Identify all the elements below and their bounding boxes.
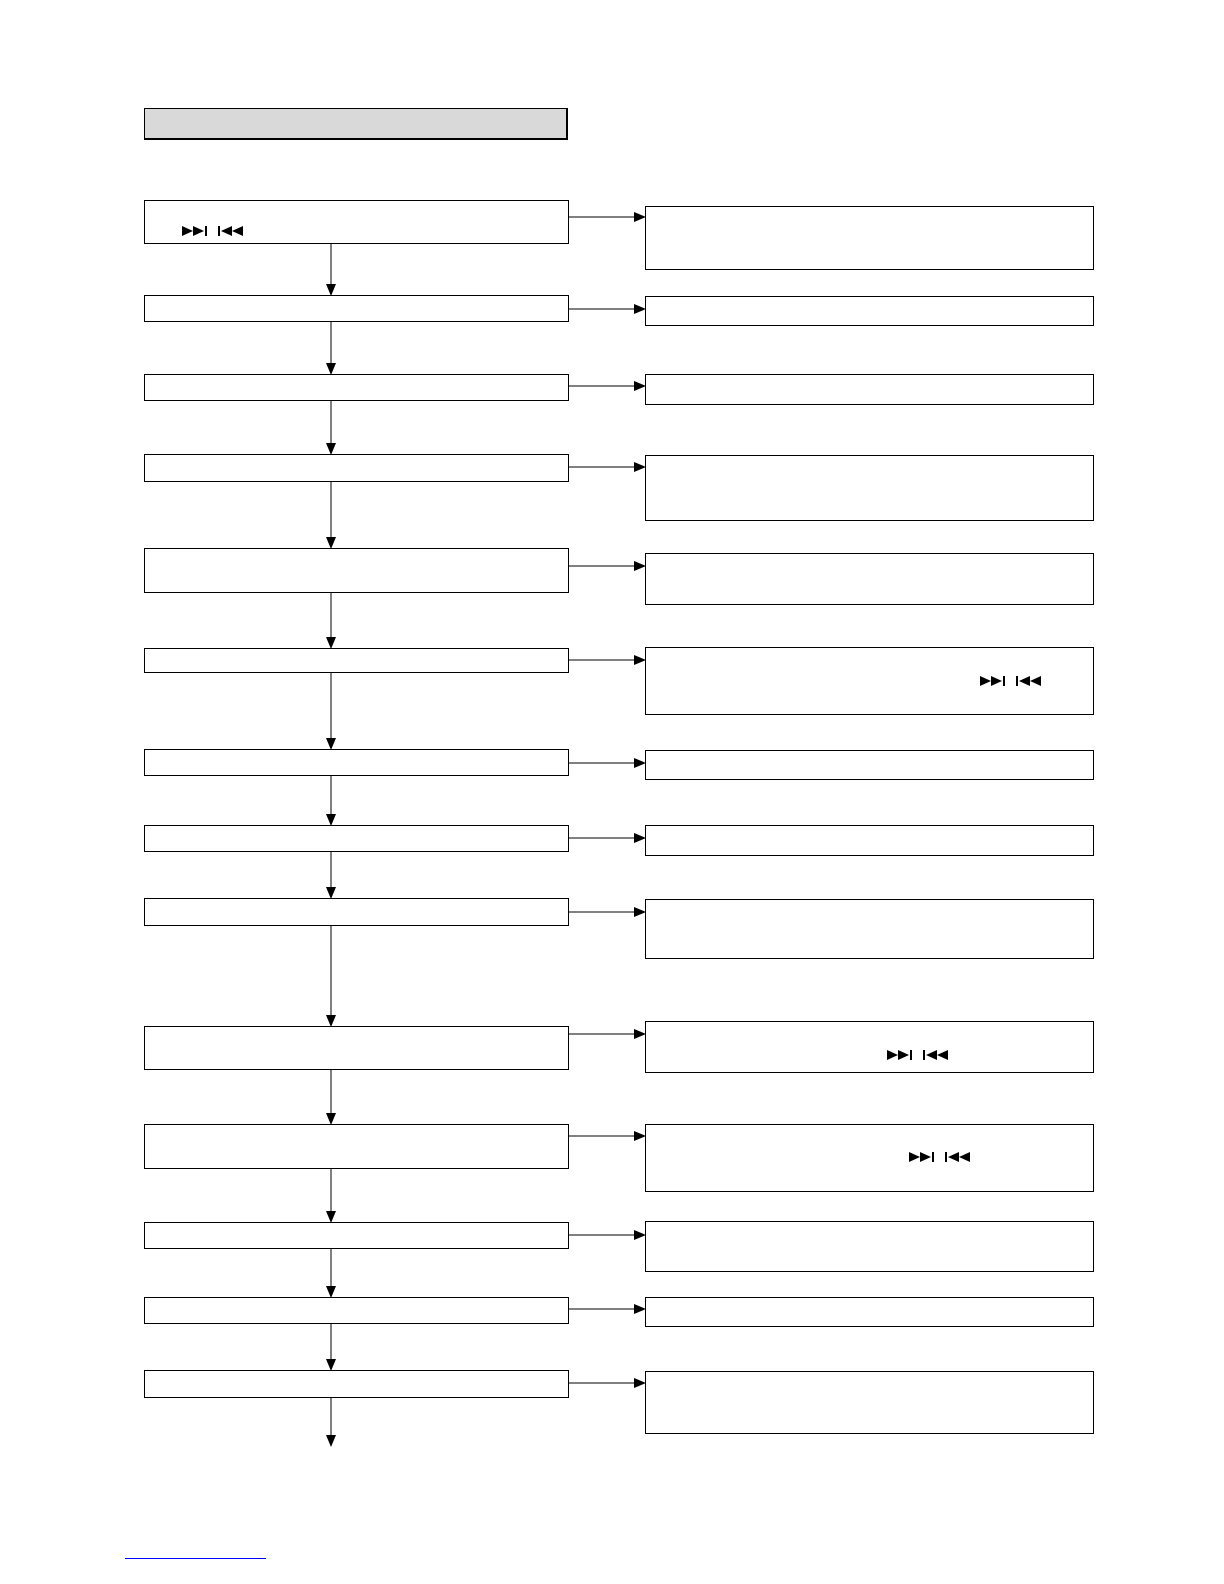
- result-box: [646, 554, 1094, 605]
- step-box: [145, 201, 569, 244]
- step-box: [145, 375, 569, 401]
- step-box: [145, 750, 569, 776]
- step-box: [145, 1298, 569, 1324]
- result-box: [646, 456, 1094, 521]
- result-box: [646, 900, 1094, 959]
- step-box: [145, 549, 569, 593]
- result-box: [646, 1372, 1094, 1434]
- step-box: [145, 296, 569, 322]
- result-box: [646, 751, 1094, 780]
- result-box: [646, 1125, 1094, 1192]
- step-box: [145, 826, 569, 852]
- footer-link-underline[interactable]: [125, 1558, 266, 1559]
- step-box: [145, 455, 569, 482]
- result-box: [646, 297, 1094, 326]
- result-box: [646, 826, 1094, 856]
- result-box: [646, 1022, 1094, 1073]
- result-box: [646, 375, 1094, 405]
- step-box: [145, 1223, 569, 1249]
- step-box: [145, 1125, 569, 1169]
- step-box: [145, 1371, 569, 1398]
- result-box: [646, 207, 1094, 270]
- result-box: [646, 1222, 1094, 1272]
- result-box: [646, 1298, 1094, 1327]
- step-box: [145, 899, 569, 926]
- step-box: [145, 649, 569, 673]
- step-box: [145, 1027, 569, 1070]
